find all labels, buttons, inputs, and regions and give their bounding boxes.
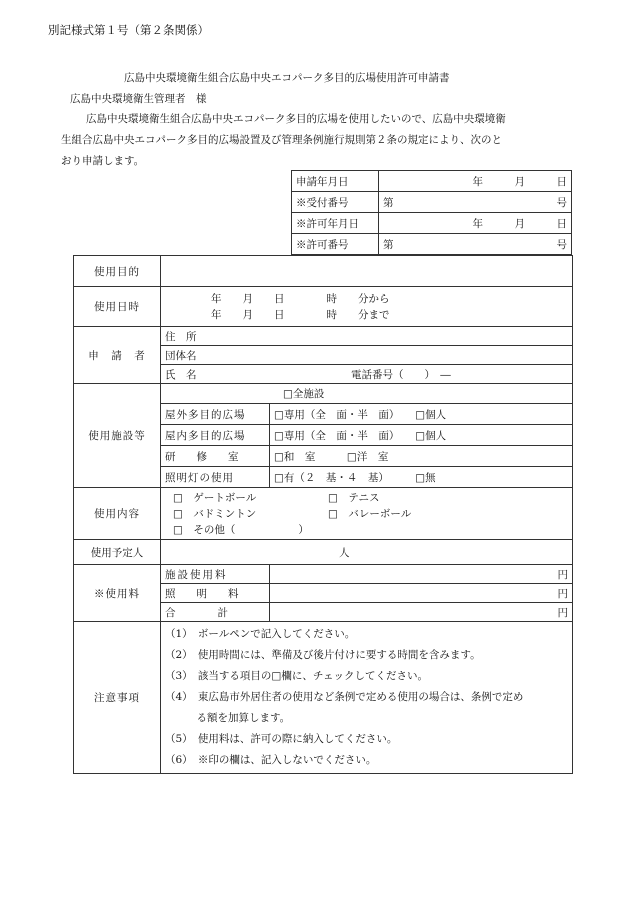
address-field[interactable] — [161, 327, 573, 346]
fee-facility-field[interactable]: 円 — [270, 565, 573, 584]
datetime-label: 使用日時 — [74, 287, 161, 327]
note-item: る額を加算します。 — [165, 712, 291, 724]
outdoor-options[interactable]: □専用（全 面・半 面） □個人 — [270, 404, 573, 425]
content-options[interactable] — [161, 488, 573, 540]
badminton-checkbox[interactable]: □ バドミントン — [173, 507, 257, 520]
intro-line-3: おり申請します。 — [61, 155, 145, 167]
volleyball-checkbox[interactable]: □ バレーボール — [328, 507, 412, 520]
prefix: 第 — [383, 238, 394, 251]
note-item: （5） 使用料は、許可の際に納入してください。 — [165, 733, 398, 745]
facility-label: 使用施設等 — [74, 384, 161, 488]
fee-facility-label: 施設使用料 — [161, 565, 270, 584]
addressee: 広島中央環境衛生管理者 様 — [70, 93, 207, 105]
datetime-field[interactable] — [161, 287, 573, 327]
permit-date-field[interactable]: 年 月 日 — [379, 213, 572, 234]
all-facilities-checkbox[interactable]: □全施設 — [161, 384, 573, 404]
address-label: 住 所 — [165, 330, 197, 343]
purpose-label: 使用目的 — [74, 256, 161, 287]
outdoor-label: 屋外多目的広場 — [161, 404, 270, 425]
receipt-label: ※受付番号 — [292, 192, 379, 213]
suffix: 号 — [556, 238, 567, 251]
notes-label: 注意事項 — [74, 622, 161, 774]
lighting-options[interactable]: □有（２ 基・４ 基） □無 — [270, 467, 573, 488]
lighting-label: 照明灯の使用 — [161, 467, 270, 488]
fee-total-field[interactable]: 円 — [270, 603, 573, 622]
note-item: （4） 東広島市外居住者の使用など条例で定める使用の場合は、条例で定め — [165, 691, 524, 703]
form-number: 別記様式第１号（第２条関係） — [48, 23, 209, 37]
receipt-box — [291, 170, 572, 255]
planned-label: 使用予定人 — [74, 540, 161, 565]
fee-lighting-label: 照 明 料 — [161, 584, 270, 603]
organization-label: 団体名 — [165, 349, 197, 362]
indoor-label: 屋内多目的広場 — [161, 425, 270, 446]
datetime-from: 年 月 日 時 分から — [211, 292, 390, 305]
note-item: （1） ボールペンで記入してください。 — [165, 628, 356, 640]
notes-list — [161, 622, 573, 774]
permit-number-field[interactable] — [379, 234, 572, 255]
note-item: （3） 該当する項目の□欄に、チェックしてください。 — [165, 670, 429, 682]
organization-field[interactable] — [161, 346, 573, 365]
receipt-label: 申請年月日 — [292, 171, 379, 192]
planned-count-field[interactable] — [161, 540, 573, 565]
indoor-options[interactable]: □専用（全 面・半 面） □個人 — [270, 425, 573, 446]
name-label: 氏 名 — [165, 368, 197, 381]
fee-total-label: 合 計 — [161, 603, 270, 622]
form-title: 広島中央環境衛生組合広島中央エコパーク多目的広場使用許可申請書 — [124, 72, 450, 84]
receipt-label: ※許可番号 — [292, 234, 379, 255]
suffix: 号 — [556, 196, 567, 209]
application-table — [73, 255, 573, 774]
note-item: （2） 使用時間には、準備及び後片付けに要する時間を含みます。 — [165, 649, 481, 661]
phone-label: 電話番号（ ） ― — [351, 368, 451, 381]
gateball-checkbox[interactable]: □ ゲートボール — [173, 491, 257, 504]
datetime-to: 年 月 日 時 分まで — [211, 308, 390, 321]
fee-label: ※使用料 — [74, 565, 161, 622]
training-room-label: 研 修 室 — [161, 446, 270, 467]
content-label: 使用内容 — [74, 488, 161, 540]
training-room-options[interactable]: □和 室 □洋 室 — [270, 446, 573, 467]
prefix: 第 — [383, 196, 394, 209]
receipt-date-field[interactable]: 年 月 日 — [379, 171, 572, 192]
name-field[interactable] — [161, 365, 573, 384]
purpose-field[interactable] — [161, 256, 573, 287]
intro-line-2: 生組合広島中央エコパーク多目的広場設置及び管理条例施行規則第２条の規定により、次のと — [61, 134, 502, 146]
tennis-checkbox[interactable]: □ テニス — [328, 491, 380, 504]
receipt-number-field[interactable] — [379, 192, 572, 213]
applicant-label: 申 請 者 — [74, 327, 161, 384]
receipt-label: ※許可年月日 — [292, 213, 379, 234]
intro-line-1: 広島中央環境衛生組合広島中央エコパーク多目的広場を使用したいので、広島中央環境衛 — [86, 113, 506, 125]
note-item: （6） ※印の欄は、記入しないでください。 — [165, 754, 377, 766]
planned-unit: 人 — [339, 546, 350, 559]
fee-lighting-field[interactable]: 円 — [270, 584, 573, 603]
other-checkbox[interactable]: □ その他（ ） — [173, 523, 309, 536]
